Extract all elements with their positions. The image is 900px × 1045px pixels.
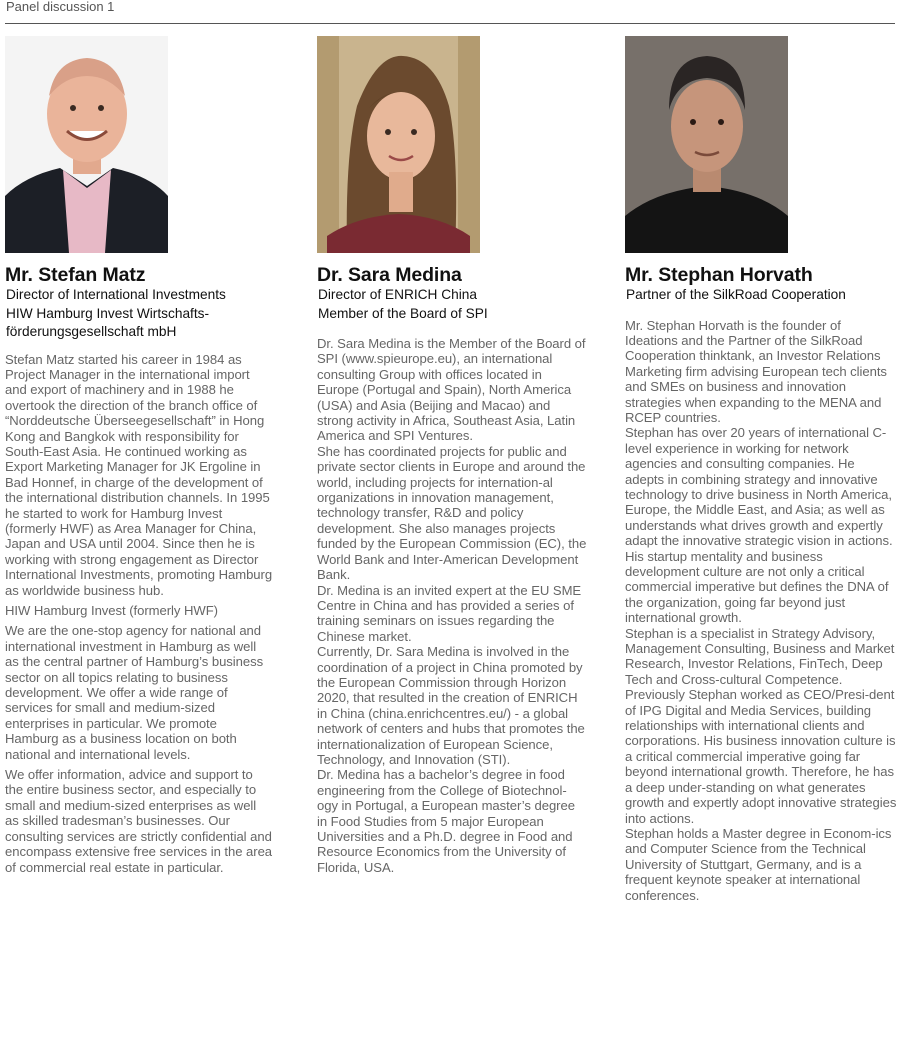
section-title: Panel discussion 1 <box>6 0 115 14</box>
speaker-card-sara-medina <box>317 36 587 875</box>
speaker-name: Mr. Stefan Matz <box>5 264 146 286</box>
bio-paragraph: Dr. Medina is an invited expert at the EU SME Centre in China and has provided a series of training seminars on issues regarding the Chinese market. <box>317 582 582 644</box>
bio-paragraph: HIW Hamburg Invest (formerly HWF) <box>5 603 218 618</box>
speaker-role-line: Director of ENRICH China <box>318 287 477 302</box>
bio-paragraph: Previously Stephan worked as CEO/Presi-dent of IPG Digital and Media Services, building relationships with international clients and corporations. His business innovation culture is a critical commercial imperative going far beyond international growth. Therefore, he has a deep under-standing on what generates growth and expertly adopt innovative strategies into actions. <box>625 687 897 826</box>
speaker-card-stephan-horvath <box>625 36 897 903</box>
bio-paragraph: Currently, Dr. Sara Medina is involved in the coordination of a project in China promoted by the European Commission through Horizon 2020, that resulted in the creation of ENRICH in China (china.enrichcentres.eu/) - a global network of centers and hubs that promotes the internationalization of European Science, Technology, and Innovation (STI). <box>317 644 585 767</box>
speaker-bio <box>5 352 273 875</box>
speaker-role-line: Partner of the SilkRoad Cooperation <box>626 287 846 302</box>
speaker-card-stefan-matz <box>5 36 273 875</box>
bio-paragraph: Stefan Matz started his career in 1984 as Project Manager in the international import and export of machinery and in 1988 he overtook the direction of the branch office of “Norddeutsche Überseegesellschaft” in Hong Kong and Bangkok with responsibility for South-East Asia. He continued working as Export Marketing Manager for JK Ergoline in Bad Honnef, in charge of the development of the international distribution channels. In 1995 he started to work for Hamburg Invest (formerly HWF) as Area Manager for China, Japan and USA until 2004. Since then he is working with strong engagement as Director International Investments, promoting Hamburg as worldwide business hub. <box>5 351 273 598</box>
speaker-role-line: HIW Hamburg Invest Wirtschafts- <box>6 305 210 321</box>
bio-paragraph: Mr. Stephan Horvath is the founder of Ideations and the Partner of the SilkRoad Cooperation thinktank, an Investor Relations Marketing firm advising European tech clients and SMEs on business and innovation strategies when expanding to the MENA and RCEP countries. <box>625 317 887 425</box>
bio-paragraph: Dr. Medina has a bachelor’s degree in food engineering from the College of Biotechnol-ogy in Portugal, a European master’s degree in Food Studies from 5 major European Universities and a Ph.D. degree in Food and Resource Economics from the University of Florida, USA. <box>317 767 575 875</box>
speaker-photo-sara-medina <box>317 36 480 253</box>
speaker-role-line: Director of International Investments <box>6 287 226 302</box>
speaker-name: Mr. Stephan Horvath <box>625 264 813 286</box>
speaker-name: Dr. Sara Medina <box>317 264 462 286</box>
bio-paragraph: We offer information, advice and support to the entire business sector, and especially to small and medium-sized enterprises as well as skilled tradesman’s businesses. Our consulting services are strictly confidential and encompass extensive free services in the area of commercial real estate in particular. <box>5 767 273 875</box>
bio-paragraph: She has coordinated projects for public and private sector clients in Europe and around the world, including projects for internation-al organizations in innovation management, technology transfer, R&D and policy development. She also manages projects funded by the European Commission (EC), the World Bank and Inter-American Development Bank. <box>317 443 587 583</box>
speaker-photo-stefan-matz <box>5 36 168 253</box>
bio-paragraph: Stephan is a specialist in Strategy Advisory, Management Consulting, Business and Market Research, Investor Relations, FinTech, Deep Tech and Cross-cultural Competence. <box>625 625 895 687</box>
speaker-bio <box>625 318 897 903</box>
speaker-photo-stephan-horvath <box>625 36 788 253</box>
speaker-role-line: Member of the Board of SPI <box>318 305 488 321</box>
bio-paragraph: Dr. Sara Medina is the Member of the Board of SPI (www.spieurope.eu), an international consulting Group with offices located in Europe (Portugal and Spain), North America (USA) and Asia (Beijing and Macao) and strong activity in Africa, Southeast Asia, Latin America and SPI Ventures. <box>317 336 586 444</box>
speaker-bio <box>317 336 587 875</box>
header-divider <box>5 23 895 24</box>
bio-paragraph: Stephan holds a Master degree in Econom-ics and Computer Science from the Technical University of Stuttgart, Germany, and is a frequent keynote speaker at international conferences. <box>625 825 892 903</box>
speaker-role-line: förderungsgesellschaft mbH <box>6 324 177 339</box>
bio-paragraph: We are the one-stop agency for national and international investment in Hamburg as well as the central partner of Hamburg’s business sector on all topics relating to business development. We offer a wide range of services for small and medium-sized enterprises in particular. We promote Hamburg as a business location on both national and international levels. <box>5 623 264 762</box>
bio-paragraph: Stephan has over 20 years of international C-level experience in working for network agencies and consulting companies. He adepts in combining strategy and innovative technology to drive business in North America, Europe, the Middle East, and Asia; as well as understands what drives growth and expertly adapt the innovative strategic vision in actions. His startup mentality and business development culture are not only a critical commercial imperative but defines the DNA of the organization, going far beyond just international growth. <box>625 425 893 626</box>
